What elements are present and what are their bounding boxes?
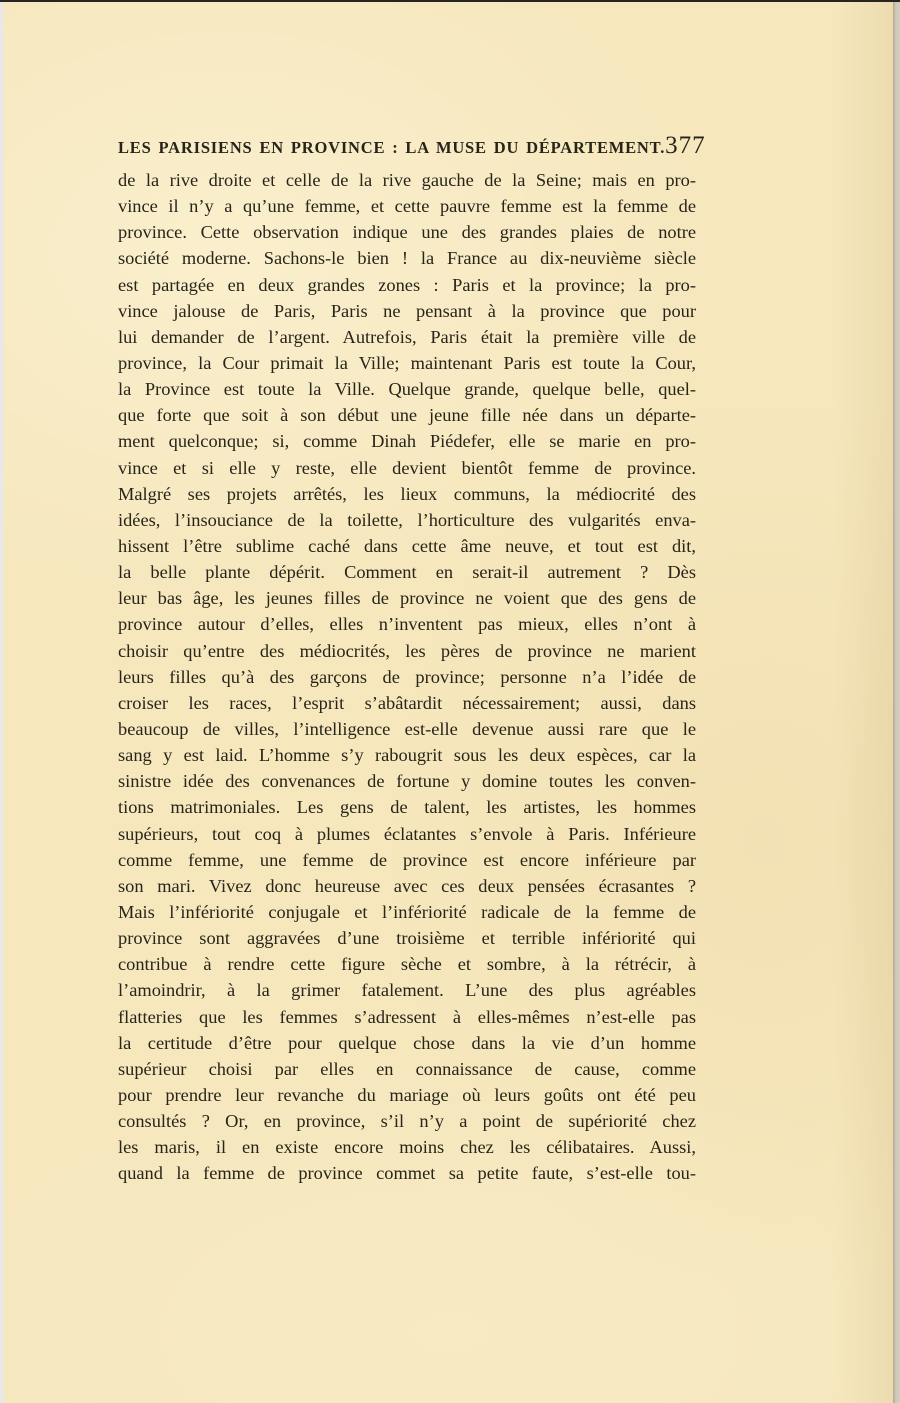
text-line: sang y est laid. L’homme s’y rabougrit sous les deux espèces, car la — [118, 745, 696, 766]
text-line: vince il n’y a qu’une femme, et cette pauvre femme est la femme de — [118, 196, 696, 217]
page-gutter-shadow — [833, 0, 893, 1403]
text-line: tions matrimoniales. Les gens de talent, les artistes, les hommes — [118, 797, 696, 818]
scan-edge-right — [893, 0, 900, 1403]
text-line: les maris, il en existe encore moins chez les célibataires. Aussi, — [118, 1137, 696, 1158]
page-number: 377 — [665, 132, 706, 159]
text-line: de la rive droite et celle de la rive gauche de la Seine; mais en pro- — [118, 170, 696, 190]
scan-edge-top — [0, 0, 900, 2]
text-line: la Province est toute la Ville. Quelque grande, quelque belle, quel- — [118, 379, 696, 400]
text-line: province, la Cour primait la Ville; maintenant Paris est toute la Cour, — [118, 352, 696, 373]
text-line: vince et si elle y reste, elle devient bientôt femme de province. — [118, 457, 696, 478]
text-line: supérieurs, tout coq à plumes éclatantes s’envole à Paris. Inférieure — [118, 823, 696, 844]
text-line: est partagée en deux grandes zones : Paris et la province; la pro- — [118, 274, 696, 295]
text-line: pour prendre leur revanche du mariage où leurs goûts ont été peu — [118, 1084, 696, 1105]
text-line: l’amoindrir, à la grimer fatalement. L’une des plus agréables — [118, 980, 696, 1001]
text-line: contribue à rendre cette figure sèche et sombre, à la rétrécir, à — [118, 954, 696, 975]
text-line: choisir qu’entre des médiocrités, les pères de province ne marient — [118, 640, 696, 661]
text-line: son mari. Vivez donc heureuse avec ces deux pensées écrasantes ? — [118, 875, 696, 896]
text-line: vince jalouse de Paris, Paris ne pensant à la province que pour — [118, 300, 696, 321]
text-line: la belle plante dépérit. Comment en serait-il autrement ? Dès — [118, 562, 696, 583]
text-line: Mais l’infériorité conjugale et l’infériorité radicale de la femme de — [118, 901, 696, 922]
text-line: sinistre idée des convenances de fortune y domine toutes les conven- — [118, 771, 696, 792]
text-line: supérieur choisi par elles en connaissance de cause, comme — [118, 1058, 696, 1079]
body-text-block — [118, 167, 696, 1186]
text-line: leurs filles qu’à des garçons de province; personne n’a l’idée de — [118, 666, 696, 687]
text-line: province autour d’elles, elles n’inventent pas mieux, elles n’ont à — [118, 614, 696, 635]
text-line: quand la femme de province commet sa petite faute, s’est-elle tou- — [118, 1163, 696, 1184]
text-line: ment quelconque; si, comme Dinah Piédefer, elle se marie en pro- — [118, 431, 696, 452]
text-line: idées, l’insouciance de la toilette, l’horticulture des vulgarités enva- — [118, 509, 696, 530]
text-line: flatteries que les femmes s’adressent à elles-mêmes n’est-elle pas — [118, 1006, 696, 1027]
text-line: société moderne. Sachons-le bien ! la France au dix-neuvième siècle — [118, 248, 696, 269]
text-line: consultés ? Or, en province, s’il n’y a point de supériorité chez — [118, 1111, 696, 1132]
text-line: province sont aggravées d’une troisième et terrible infériorité qui — [118, 928, 696, 949]
text-line: Malgré ses projets arrêtés, les lieux communs, la médiocrité des — [118, 483, 696, 504]
running-title: LES PARISIENS EN PROVINCE : LA MUSE DU DÉPARTEMENT. — [118, 138, 666, 157]
text-line: lui demander de l’argent. Autrefois, Paris était la première ville de — [118, 326, 696, 347]
text-line: leur bas âge, les jeunes filles de province ne voient que des gens de — [118, 588, 696, 609]
text-line: croiser les races, l’esprit s’abâtardit nécessairement; aussi, dans — [118, 692, 696, 713]
text-line: la certitude d’être pour quelque chose dans la vie d’un homme — [118, 1032, 696, 1053]
text-line: comme femme, une femme de province est encore inférieure par — [118, 849, 696, 870]
scan-edge-left — [0, 0, 4, 1403]
text-line: province. Cette observation indique une des grandes plaies de notre — [118, 222, 696, 243]
text-line: beaucoup de villes, l’intelligence est-elle devenue aussi rare que le — [118, 718, 696, 739]
text-line: que forte que soit à son début une jeune fille née dans un départe- — [118, 405, 696, 426]
text-line: hissent l’être sublime caché dans cette âme neuve, et tout est dit, — [118, 535, 696, 556]
page-header — [118, 132, 706, 160]
